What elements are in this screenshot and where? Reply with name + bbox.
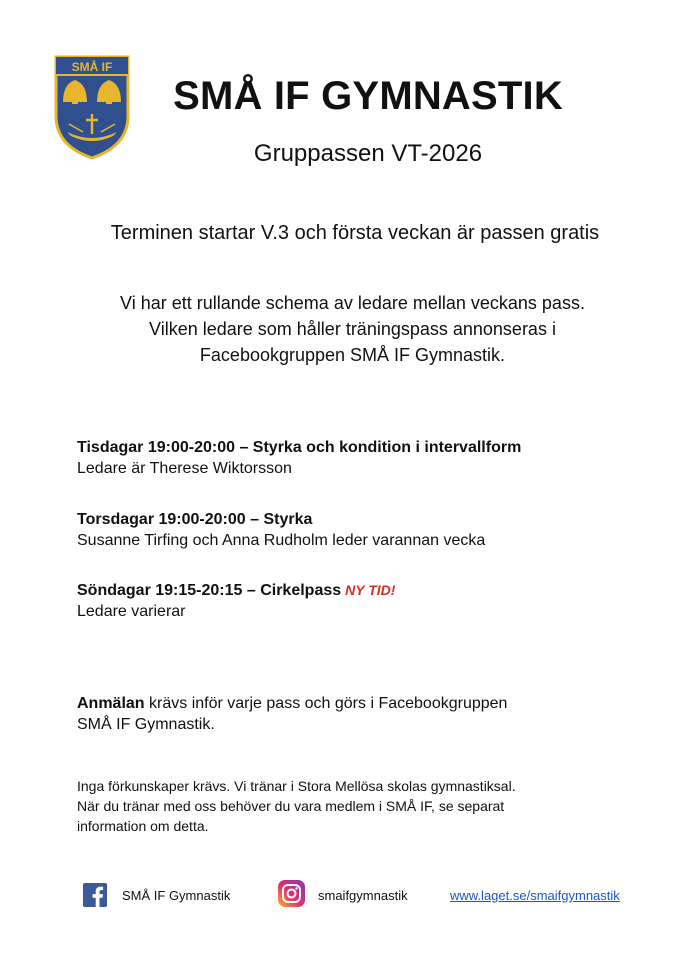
page-title: SMÅ IF GYMNASTIK [173, 74, 563, 118]
instagram-label: smaifgymnastik [318, 888, 408, 903]
signup-text: krävs inför varje pass och görs i Facebookgruppen [144, 695, 508, 712]
page-subtitle: Gruppassen VT-2026 [253, 140, 483, 167]
new-time-badge: NY TID! [345, 582, 396, 598]
logo-text: SMÅ IF [71, 60, 113, 74]
club-crest-logo [53, 54, 131, 160]
schedule-note-line: Vilken ledare som håller träningspass annonseras i [149, 319, 556, 339]
instagram-icon[interactable] [278, 880, 305, 907]
session-detail: Ledare är Therese Wiktorsson [77, 460, 292, 477]
schedule-note [60, 290, 645, 368]
session-heading: Söndagar 19:15-20:15 – Cirkelpass [77, 582, 342, 599]
session-tuesday [77, 437, 677, 479]
facebook-label: SMÅ IF Gymnastik [122, 888, 231, 903]
info-line: När du tränar med oss behöver du vara medlem i SMÅ IF, se separat [77, 798, 505, 814]
signup-bold: Anmälan [77, 695, 145, 712]
signup-notice [77, 693, 637, 735]
session-detail: Ledare varierar [77, 603, 186, 620]
session-detail: Susanne Tirfing och Anna Rudholm leder varannan vecka [77, 532, 486, 549]
schedule-note-line: Vi har ett rullande schema av ledare mellan veckans pass. [120, 293, 585, 313]
session-thursday [77, 509, 677, 551]
term-start-notice: Terminen startar V.3 och första veckan är passen gratis [110, 222, 600, 244]
signup-text-line2: SMÅ IF Gymnastik. [77, 716, 215, 733]
website-link[interactable]: www.laget.se/smaifgymnastik [450, 888, 620, 903]
schedule-note-line: Facebookgruppen SMÅ IF Gymnastik. [199, 345, 506, 365]
facebook-icon[interactable] [83, 883, 107, 907]
session-heading: Torsdagar 19:00-20:00 – Styrka [77, 511, 313, 528]
general-info [77, 776, 637, 836]
info-line: information om detta. [77, 818, 209, 834]
session-sunday [77, 580, 677, 622]
session-heading: Tisdagar 19:00-20:00 – Styrka och kondition i intervallform [77, 439, 522, 456]
info-line: Inga förkunskaper krävs. Vi tränar i Stora Mellösa skolas gymnastiksal. [77, 778, 516, 794]
